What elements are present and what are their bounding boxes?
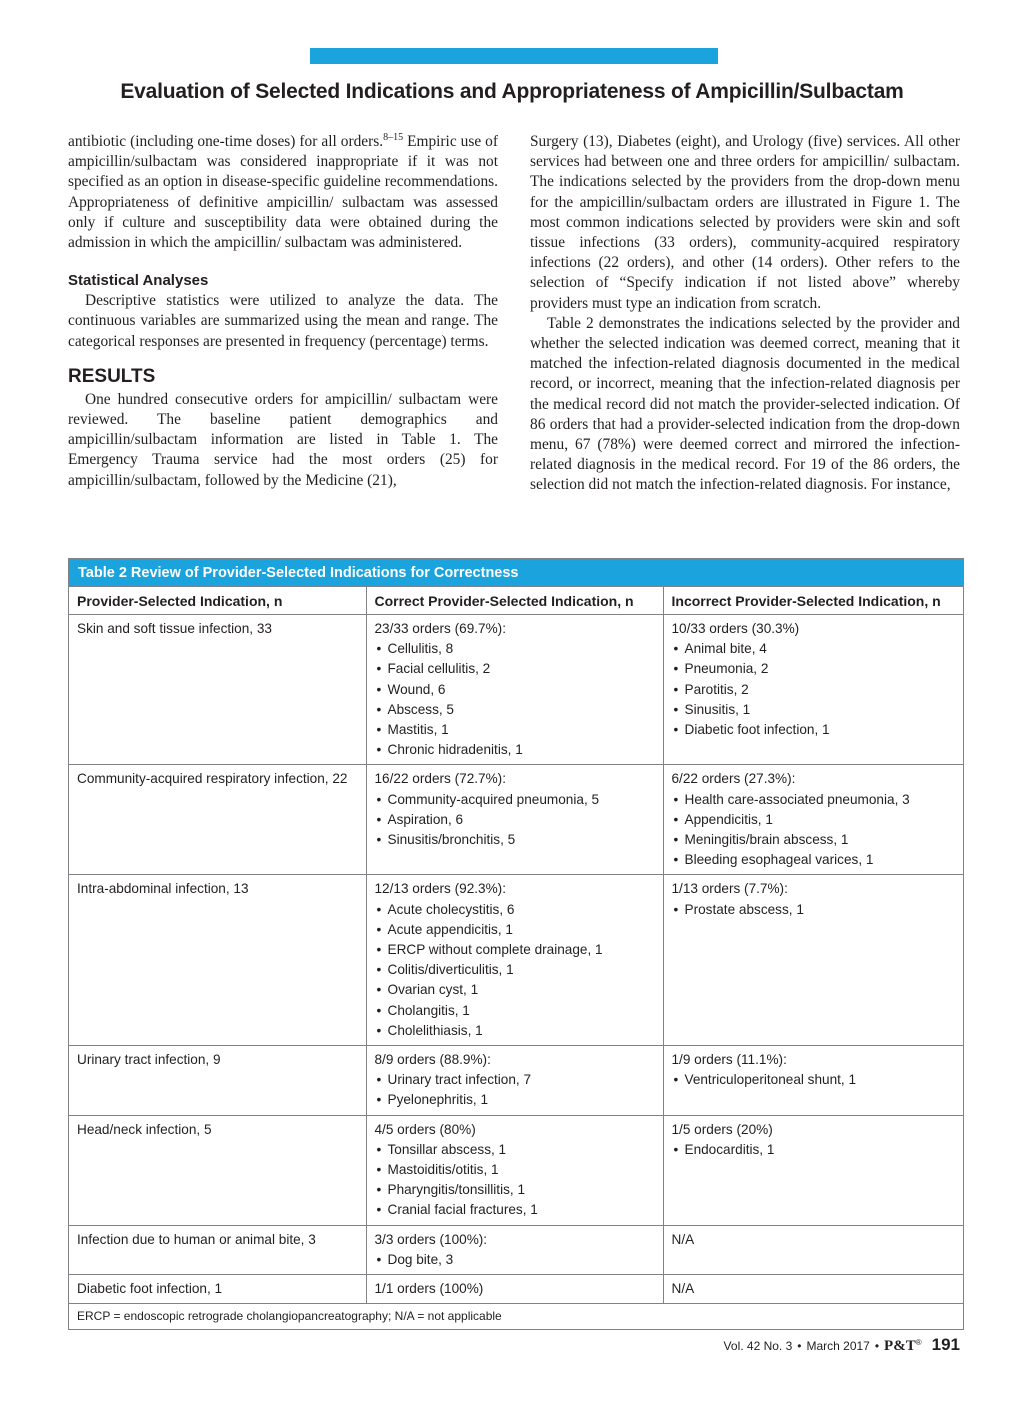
incorrect-indication-cell	[663, 1115, 963, 1225]
incorrect-summary: 6/22 orders (27.3%):	[671, 771, 796, 787]
correct-indication-cell	[366, 1046, 663, 1116]
separator-dot: •	[797, 1339, 802, 1353]
list-item: • Parotitis, 2	[672, 680, 956, 700]
table-row	[69, 1275, 963, 1304]
correct-summary: 12/13 orders (92.3%):	[374, 881, 506, 897]
services-paragraph: Surgery (13), Diabetes (eight), and Urology (five) services. All other services had between one and three orders for ampicillin/ sulbactam. The indications selected by the providers from the drop-down menu for the ampicillin/sulbactam orders are illustrated in Figure 1. The most common indications selected by providers were skin and soft tissue infections (33 orders), community-acquired respiratory infections (22 orders), and other (14 orders). Other refers to the selection of “Specify indication if not listed above” whereby providers must type an indication from scratch.	[530, 133, 960, 312]
correct-indication-cell	[366, 875, 663, 1046]
correct-summary: 1/1 orders (100%)	[374, 1281, 484, 1297]
table-row	[69, 875, 963, 1046]
list-item: • Colitis/diverticulitis, 1	[375, 960, 655, 980]
citation-superscript: 8–15	[383, 131, 404, 143]
table-row	[69, 1225, 963, 1274]
correct-item-list	[375, 1070, 655, 1110]
list-item: • Mastoiditis/otitis, 1	[375, 1160, 655, 1180]
incorrect-indication-cell	[663, 1046, 963, 1116]
correct-item-list	[375, 639, 655, 760]
indication-cell: Head/neck infection, 5	[69, 1115, 366, 1225]
list-item: • Cholangitis, 1	[375, 1001, 655, 1021]
correct-indication-cell	[366, 765, 663, 875]
page-title: Evaluation of Selected Indications and Appropriateness of Ampicillin/Sulbactam	[120, 80, 904, 103]
issue-date: March 2017	[806, 1339, 870, 1353]
indication-cell: Community-acquired respiratory infection, 22	[69, 765, 366, 875]
list-item: • Acute appendicitis, 1	[375, 920, 655, 940]
incorrect-indication-cell	[663, 1275, 963, 1304]
column-header: Correct Provider-Selected Indication, n	[366, 587, 663, 615]
header-accent-bar	[310, 48, 718, 64]
list-item: • Chronic hidradenitis, 1	[375, 740, 655, 760]
list-item: • Health care-associated pneumonia, 3	[672, 790, 956, 810]
list-item: • Tonsillar abscess, 1	[375, 1140, 655, 1160]
table2-discussion-paragraph: Table 2 demonstrates the indications selected by the provider and whether the selected indication was deemed correct, meaning that it matched the infection-related diagnosis documented in the medical record, or incorrect, meaning that the infection-related diagnosis per the medical record did not match the provider-selected indication. Of 86 orders that had a provider-selected indication from the drop-down menu, 67 (78%) were deemed correct and mirrored the infection-related diagnosis in the medical record. For 19 of the 86 orders, the selection did not match the infection-related diagnosis. For instance,	[530, 314, 960, 494]
incorrect-item-list	[672, 790, 956, 871]
incorrect-summary: N/A	[671, 1231, 695, 1247]
list-item: • Mastitis, 1	[375, 720, 655, 740]
list-item: • Prostate abscess, 1	[672, 900, 956, 920]
list-item: • Ventriculoperitoneal shunt, 1	[672, 1070, 956, 1090]
indication-cell: Intra-abdominal infection, 13	[69, 875, 366, 1046]
incorrect-summary: N/A	[671, 1281, 695, 1297]
column-header: Incorrect Provider-Selected Indication, n	[663, 587, 963, 615]
list-item: • Acute cholecystitis, 6	[375, 900, 655, 920]
list-item: • Meningitis/brain abscess, 1	[672, 830, 956, 850]
incorrect-indication-cell	[663, 615, 963, 765]
list-item: • Urinary tract infection, 7	[375, 1070, 655, 1090]
registered-mark: ®	[915, 1338, 922, 1347]
incorrect-item-list	[672, 900, 956, 920]
page-footer	[724, 1335, 960, 1355]
list-item: • Animal bite, 4	[672, 639, 956, 659]
table-caption: Table 2 Review of Provider-Selected Indications for Correctness	[69, 559, 963, 586]
list-item: • Sinusitis/bronchitis, 5	[375, 830, 655, 850]
correct-indication-cell	[366, 615, 663, 765]
list-item: • Aspiration, 6	[375, 810, 655, 830]
right-column	[530, 132, 960, 496]
indication-cell: Skin and soft tissue infection, 33	[69, 615, 366, 765]
list-item: • Community-acquired pneumonia, 5	[375, 790, 655, 810]
table-row	[69, 765, 963, 875]
intro-paragraph: antibiotic (including one-time doses) for all orders.$^{8-15}$ Empiric use of ampicillin/sulbactam was considered inappropriate if it was not specified as an option in disease-specific guideline recommendations. Appropriateness of definitive ampicillin/ sulbactam was assessed only if culture and susceptibility data were obtained during the admission in which the ampicillin/ sulbactam was administered.	[68, 131, 498, 252]
left-column	[68, 132, 498, 491]
incorrect-summary: 1/5 orders (20%)	[671, 1121, 773, 1137]
incorrect-item-list	[672, 1070, 956, 1090]
list-item: • Endocarditis, 1	[672, 1140, 956, 1160]
correct-indication-cell	[366, 1225, 663, 1274]
statistical-analyses-heading: Statistical Analyses	[68, 272, 209, 290]
incorrect-indication-cell	[663, 875, 963, 1046]
correct-item-list	[375, 790, 655, 851]
list-item: • Cellulitis, 8	[375, 639, 655, 659]
list-item: • ERCP without complete drainage, 1	[375, 940, 655, 960]
list-item: • Pneumonia, 2	[672, 659, 956, 679]
column-header: Provider-Selected Indication, n	[69, 587, 366, 615]
list-item: • Ovarian cyst, 1	[375, 980, 655, 1000]
list-item: • Facial cellulitis, 2	[375, 659, 655, 679]
results-heading: RESULTS	[68, 365, 156, 387]
indication-cell: Urinary tract infection, 9	[69, 1046, 366, 1116]
incorrect-indication-cell	[663, 765, 963, 875]
list-item: • Cholelithiasis, 1	[375, 1021, 655, 1041]
correct-summary: 23/33 orders (69.7%):	[374, 621, 506, 636]
results-paragraph: One hundred consecutive orders for ampicillin/ sulbactam were reviewed. The baseline patient demographics and ampicillin/sulbactam information are listed in Table 1. The Emergency Trauma service had the most orders (25) for ampicillin/sulbactam, followed by the Medicine (21),	[68, 390, 498, 489]
list-item: • Pharyngitis/tonsillitis, 1	[375, 1180, 655, 1200]
table-header-row	[69, 587, 963, 615]
correct-summary: 4/5 orders (80%)	[374, 1121, 476, 1137]
list-item: • Sinusitis, 1	[672, 700, 956, 720]
correct-summary: 16/22 orders (72.7%):	[374, 771, 506, 787]
incorrect-item-list	[672, 1140, 956, 1160]
incorrect-summary: 1/9 orders (11.1%):	[671, 1052, 787, 1068]
list-item: • Cranial facial fractures, 1	[375, 1200, 655, 1220]
table-2	[68, 558, 964, 1330]
table-row	[69, 615, 963, 765]
correct-summary: 3/3 orders (100%):	[374, 1231, 488, 1247]
volume-info: Vol. 42 No. 3	[723, 1339, 793, 1353]
correct-item-list	[375, 900, 655, 1041]
statistical-analyses-paragraph: Descriptive statistics were utilized to analyze the data. The continuous variables are summarized using the mean and range. The categorical responses are presented in frequency (percentage) terms.	[68, 292, 498, 350]
table-row	[69, 1115, 963, 1225]
list-item: • Dog bite, 3	[375, 1250, 655, 1270]
table-row	[69, 1046, 963, 1116]
incorrect-indication-cell	[663, 1225, 963, 1274]
correct-indication-cell	[366, 1115, 663, 1225]
indication-cell: Infection due to human or animal bite, 3	[69, 1225, 366, 1274]
table-footnote: ERCP = endoscopic retrograde cholangiopancreatography; N/A = not applicable	[69, 1303, 963, 1329]
indication-cell: Diabetic foot infection, 1	[69, 1275, 366, 1304]
correct-summary: 8/9 orders (88.9%):	[374, 1052, 491, 1068]
incorrect-summary: 1/13 orders (7.7%):	[671, 881, 788, 897]
incorrect-summary: 10/33 orders (30.3%)	[671, 621, 800, 636]
list-item: • Appendicitis, 1	[672, 810, 956, 830]
list-item: • Abscess, 5	[375, 700, 655, 720]
correct-indication-cell	[366, 1275, 663, 1304]
separator-dot: •	[874, 1339, 880, 1353]
indications-table	[69, 586, 963, 1303]
journal-brand: P&T	[884, 1338, 916, 1354]
correct-item-list	[375, 1140, 655, 1221]
list-item: • Bleeding esophageal varices, 1	[672, 850, 956, 870]
list-item: • Diabetic foot infection, 1	[672, 720, 956, 740]
correct-item-list	[375, 1250, 655, 1270]
page-number: 191	[931, 1335, 960, 1354]
incorrect-item-list	[672, 639, 956, 740]
list-item: • Pyelonephritis, 1	[375, 1090, 655, 1110]
list-item: • Wound, 6	[375, 680, 655, 700]
table-body	[69, 615, 963, 1304]
